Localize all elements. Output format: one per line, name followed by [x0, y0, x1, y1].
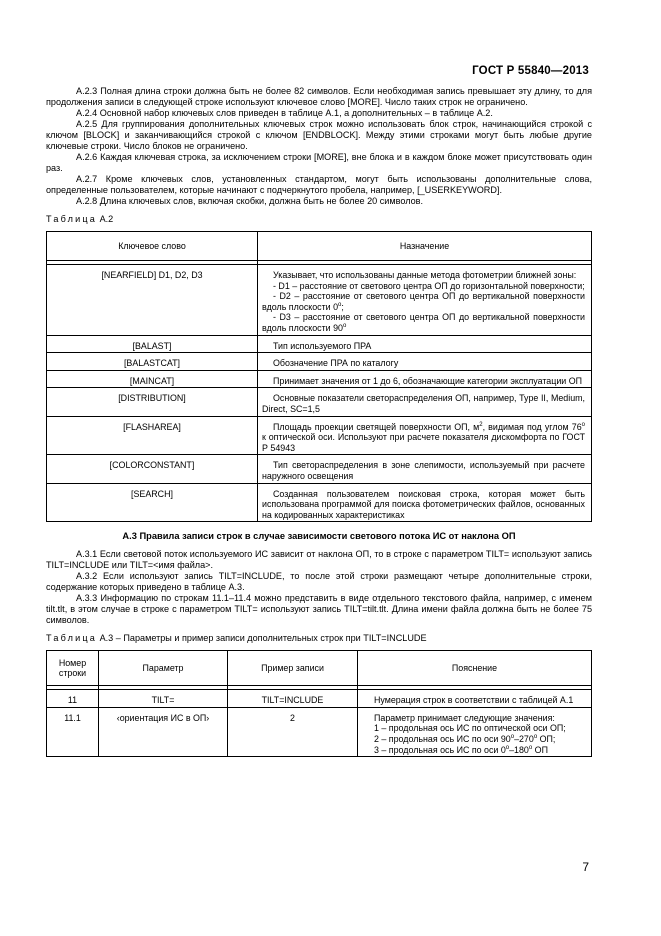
keyword-cell: [BALAST] [47, 335, 258, 353]
parameter-cell: TILT= [99, 690, 228, 708]
table-row [47, 690, 592, 708]
table-row [47, 265, 592, 336]
description-line: - D1 – расстояние от светового центра ОП до горизонтальной поверхности; [273, 280, 585, 291]
keyword-cell: [BALASTCAT] [47, 353, 258, 371]
section-a3-title: А.3 Правила записи строк в случае зависимости светового потока ИС от наклона ОП [122, 531, 516, 542]
table-row [47, 353, 592, 371]
column-header-purpose: Назначение [258, 232, 592, 261]
table-a2-caption [46, 214, 592, 225]
paragraph-a2-4: А.2.4 Основной набор ключевых слов приведен в таблице А.1, а дополнительных – в таблице А.2. [76, 108, 493, 118]
table-row [47, 388, 592, 416]
table-a3-caption-rest: А.3 – Параметры и пример записи дополнительных строк при TILT=INCLUDE [99, 633, 427, 644]
paragraph-a2-6: А.2.6 Каждая ключевая строка, за исключением строки [MORE], вне блока и в каждом блоке может присутствовать один раз. [46, 152, 592, 173]
keyword-cell: [FLASHAREA] [47, 416, 258, 455]
example-cell: 2 [228, 707, 358, 756]
paragraph-a3-2: А.3.2 Если используют запись TILT=INCLUDE, то после этой строки размещают четыре дополнительные строки, содержание которых приведено в таблице А.3. [46, 571, 592, 593]
table-row [47, 416, 592, 455]
table-row [47, 335, 592, 353]
purpose-cell: Тип используемого ПРА [258, 335, 592, 353]
table-row [47, 483, 592, 522]
purpose-cell: Площадь проекции светящей поверхности ОП, $м^2$, видимая под углом 76$^o$ к оптической оси. Используют при расчете показателя дискомфорта по ГОСТ Р 54943 [258, 416, 592, 455]
table-a3 [46, 650, 592, 757]
table-row [47, 370, 592, 388]
keyword-cell: [MAINCAT] [47, 370, 258, 388]
table-a3-caption [46, 633, 592, 644]
table-header-row [47, 232, 592, 261]
column-header-example: Пример записи [228, 651, 358, 686]
keyword-cell: [NEARFIELD] D1, D2, D3 [47, 265, 258, 336]
purpose-cell: Основные показатели светораспределения ОП, например, Type II, Medium, Direct, SC=1,5 [258, 388, 592, 416]
table-header-row [47, 651, 592, 686]
example-cell: TILT=INCLUDE [228, 690, 358, 708]
keyword-cell: [SEARCH] [47, 483, 258, 522]
paragraph-a2-5: А.2.5 Для группирования дополнительных ключевых строк можно использовать блок строк, начинающийся строкой с ключом [BLOCK] и заканчивающийся строкой с ключом [ENDBLOCK]. Между этими строками могут быть любые другие ключевые строки. Число блоков не ограничено. [46, 119, 592, 151]
table-row [47, 455, 592, 483]
column-header-keyword: Ключевое слово [47, 232, 258, 261]
description-line: Указывает, что использованы данные метода фотометрии ближней зоны: [273, 270, 577, 280]
paragraph-a3-3: А.3.3 Информацию по строкам 11.1–11.4 можно представить в виде отдельного текстового файла, например, с именем tilt.tlt, в этом случае в строке с параметром TILT= используют запись TILT=tilt.tlt. Длина имени файла должна быть не более 75 символов. [46, 593, 592, 626]
purpose-cell: Тип светораспределения в зоне слепимости, используемый при расчете наружного освещения [258, 455, 592, 483]
explanation-cell: Нумерация строк в соответствии с таблицей А.1 [358, 690, 592, 708]
keyword-cell: [COLORCONSTANT] [47, 455, 258, 483]
table-a2-caption-number: А.2 [99, 214, 114, 224]
paragraph-a2-3: А.2.3 Полная длина строки должна быть не более 82 символов. Если необходимая запись превышает эту длину, то для продолжения записи в следующей строке используют ключевое слово [MORE]. Число таких строк не ограничено. [46, 86, 592, 107]
table-row [47, 707, 592, 756]
line-number-cell: 11 [47, 690, 99, 708]
purpose-cell [258, 265, 592, 336]
paragraph-a2-8: А.2.8 Длина ключевых слов, включая скобки, должна быть не более 20 символов. [76, 196, 424, 206]
table-a2-caption-word: Таблица [46, 214, 98, 224]
page-number: 7 [582, 860, 589, 874]
standard-header: ГОСТ Р 55840—2013 [472, 65, 589, 77]
description-line: - D3 – расстояние от светового центра ОП до вертикальной поверхности вдоль плоскости 90$^o$ [262, 312, 585, 333]
column-header-parameter: Параметр [99, 651, 228, 686]
keyword-cell: [DISTRIBUTION] [47, 388, 258, 416]
table-a2 [46, 231, 592, 522]
paragraph-a3-1: А.3.1 Если световой поток используемого ИС зависит от наклона ОП, то в строке с параметром TILT= используют запись TILT=INCLUDE или TILT=<имя файла>. [46, 549, 592, 571]
purpose-cell: Принимает значения от 1 до 6, обозначающие категории эксплуатации ОП [258, 370, 592, 388]
paragraph-a2-7: А.2.7 Кроме ключевых слов, установленных стандартом, могут быть использованы дополнительные слова, определенные пользователем, которые начинают с подчеркнутого пробела, например, [_USERKEYWORD]. [46, 174, 592, 195]
purpose-cell: Обозначение ПРА по каталогу [258, 353, 592, 371]
page-content [46, 86, 592, 757]
purpose-cell: Созданная пользователем поисковая строка, которая может быть использована программой для поиска фотометрических файлов, основанных на кодированных характеристиках [258, 483, 592, 522]
column-header-line-number: Номер строки [47, 651, 99, 686]
line-number-cell: 11.1 [47, 707, 99, 756]
column-header-explanation: Пояснение [358, 651, 592, 686]
parameter-cell: ‹ориентация ИС в ОП› [99, 707, 228, 756]
explanation-cell: Параметр принимает следующие значения: 1 – продольная ось ИС по оптической оси ОП; 2 – продольная ось ИС по оси 90$^o$–270$^o$ ОП; 3 – продольная ось ИС по оси 0$^o$–180$^o$ ОП [358, 707, 592, 756]
table-a3-caption-word: Таблица [46, 633, 98, 644]
description-line: - D2 – расстояние от светового центра ОП до вертикальной поверхности вдоль плоскости 0$^o$; [262, 291, 585, 312]
